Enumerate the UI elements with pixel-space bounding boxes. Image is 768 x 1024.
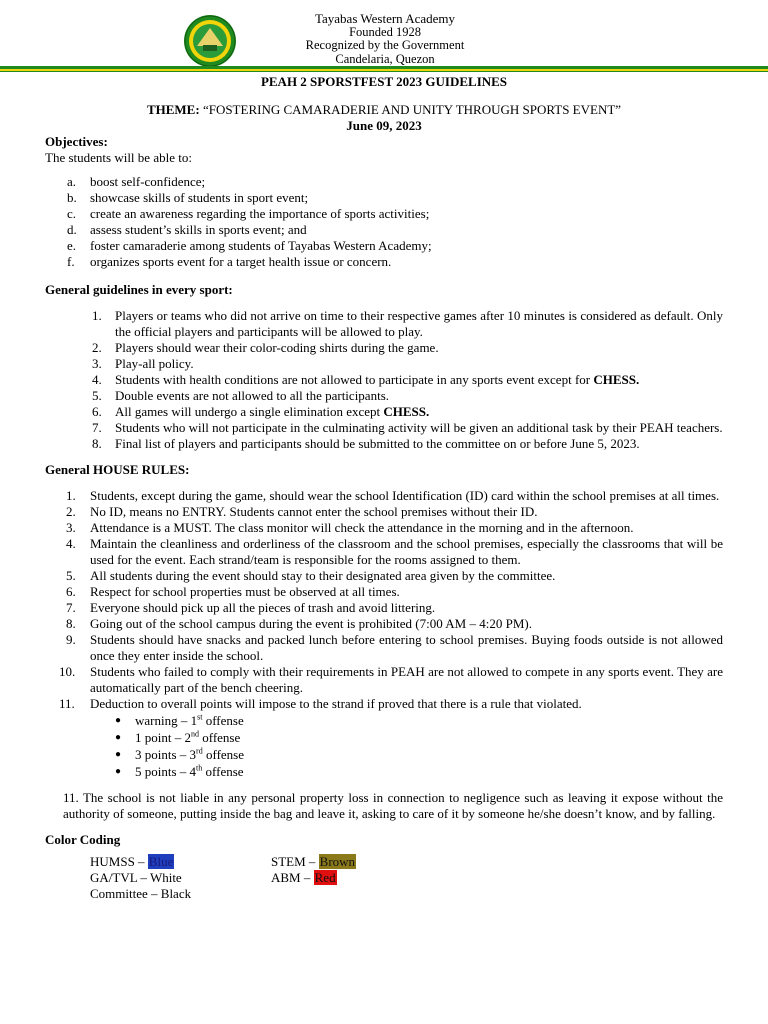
deduction-points: 3 points – 3 [135,747,197,762]
objective-item [45,174,723,190]
list-item-text: boost self-confidence; [90,174,206,189]
list-item-text: Players should wear their color-coding shirts during the game. [115,340,439,355]
list-item-text: Students who will not participate in the culminating activity will be given an additional task by their PEAH teachers. [115,420,723,435]
list-marker: 8. [66,616,76,631]
recognition-line: Recognized by the Government [305,38,465,52]
guideline-item [45,340,723,356]
document-title: PEAH 2 SPORSTFEST 2023 GUIDELINES [260,74,508,89]
list-marker: 4. [66,536,76,551]
house-rule-item [45,616,723,632]
house-rule-item [45,664,723,696]
color-coding-heading: Color Coding [45,832,121,847]
deduction-points: warning – 1 [135,713,198,728]
location-line: Candelaria, Quezon [335,51,435,66]
humss-color-chip: Blue [148,854,174,869]
objective-item [45,238,723,254]
deduction-offense: offense [202,713,244,728]
guideline-item [45,388,723,404]
objective-item [45,190,723,206]
objective-item [45,254,723,270]
list-marker: 2. [92,340,102,355]
list-marker: d. [67,222,77,237]
list-item-text: Deduction to overall points will impose to the strand if proved that there is a rule that violated. [90,696,582,711]
house-rules-heading: General HOUSE RULES: [45,462,190,477]
guideline-item [45,404,723,420]
list-marker: 1. [92,308,102,323]
list-marker: 1. [66,488,76,503]
color-committee: Committee – Black [90,886,192,901]
objectives-list [45,174,723,270]
house-rules-list [45,488,723,712]
theme-text: “FOSTERING CAMARADERIE AND UNITY THROUGH SPORTS EVENT” [202,102,622,117]
house-rule-item [45,488,723,504]
list-item-text: No ID, means no ENTRY. Students cannot enter the school premises without their ID. [90,504,538,519]
list-marker: b. [67,190,77,205]
list-item-text: Double events are not allowed to all the participants. [115,388,389,403]
guideline-item [45,372,723,388]
list-item-text: create an awareness regarding the importance of sports activities; [90,206,430,221]
color-abm [271,870,337,886]
theme-label: THEME: [146,102,200,117]
list-marker: c. [67,206,77,221]
deduction-points: 1 point – 2 [135,730,191,745]
list-item-text: Students should have snacks and packed lunch before entering to school premises. Buying foods outside is not allowed once they enter inside the school. [90,632,723,663]
list-item-text: Attendance is a MUST. The class monitor will check the attendance in the morning and in the afternoon. [90,520,634,535]
objectives-heading: Objectives: [45,134,108,149]
deduction-item [45,729,723,746]
deduction-offense: offense [198,730,241,745]
school-name: Tayabas Western Academy [314,11,456,26]
stem-label: STEM – [271,854,319,869]
guideline-item [45,356,723,372]
deduction-item [45,763,723,780]
list-item-text: Respect for school properties must be observed at all times. [90,584,400,599]
list-marker: 2. [66,504,76,519]
list-marker: 6. [66,584,76,599]
list-item-text: Going out of the school campus during the event is prohibited (7:00 AM – 4:20 PM). [90,616,532,631]
ordinal-suffix: rd [196,746,203,756]
list-marker: 7. [92,420,102,435]
deduction-list [45,712,723,780]
house-rule-item [45,696,723,712]
objective-item [45,206,723,222]
general-guidelines-list [45,308,723,452]
list-marker: 7. [66,600,76,615]
list-marker: 3. [92,356,102,371]
header-rule-green-bottom [0,71,768,72]
house-rule-item [45,584,723,600]
list-item-text: Players or teams who did not arrive on time to their respective games after 10 minutes is considered as default. Only the official players and participants will be allowed to play. [115,308,723,339]
color-gatvl: GA/TVL – White [90,870,182,885]
house-rule-item [45,568,723,584]
list-item-text: Everyone should pick up all the pieces of trash and avoid littering. [90,600,436,615]
founded-line: Founded 1928 [349,24,421,39]
list-item-text: Students with health conditions are not allowed to participate in any sports event except for [115,372,594,387]
deduction-offense: offense [202,764,244,779]
list-item-text: assess student’s skills in sports event; and [90,222,307,237]
list-marker: 9. [66,632,76,647]
stem-color-chip: Brown [319,854,356,869]
objective-item [45,222,723,238]
ordinal-suffix: st [197,712,203,722]
list-marker: 3. [66,520,76,535]
list-item-text: Maintain the cleanliness and orderliness of the classroom and the school premises, especially the classrooms that will be used for the event. Each strand/team is responsible for the rooms assigned to them. [90,536,723,567]
abm-color-chip: Red [314,870,336,885]
color-stem [271,854,356,870]
color-coding-table [45,854,723,906]
theme-line [45,102,723,118]
house-rule-item [45,600,723,616]
color-humss [90,854,174,870]
liability-paragraph: 11. The school is not liable in any personal property loss in connection to negligence such as leaving it expose without the authority of someone, putting inside the bag and leave it, asking to care of it by someone he/she doesn’t know, and by falling. [63,790,723,821]
document-body [45,74,723,906]
school-seal-icon [183,14,237,68]
deduction-item [45,746,723,763]
guideline-item [45,436,723,452]
bullet-icon: ● [115,766,122,777]
list-marker: e. [67,238,77,253]
list-item-text: Final list of players and participants should be submitted to the committee on or before June 5, 2023. [115,436,640,451]
guideline-item [45,308,723,340]
list-item-text: foster camaraderie among students of Tayabas Western Academy; [90,238,432,253]
list-marker: 8. [92,436,102,451]
list-item-text: Play-all policy. [115,356,194,371]
ordinal-suffix: th [196,763,203,773]
list-item-emphasis: CHESS. [383,404,430,419]
abm-label: ABM – [271,870,314,885]
humss-label: HUMSS – [90,854,148,869]
list-marker: 11. [59,696,75,711]
general-guidelines-heading: General guidelines in every sport: [45,282,233,297]
house-rule-item [45,504,723,520]
bullet-icon: ● [115,749,122,760]
list-item-text: All students during the event should stay to their designated area given by the committee. [90,568,556,583]
list-marker: 5. [92,388,102,403]
house-rule-item [45,536,723,568]
objectives-intro: The students will be able to: [45,150,192,165]
bullet-icon: ● [115,732,122,743]
list-item-text: All games will undergo a single elimination except [115,404,384,419]
ordinal-suffix: nd [190,729,199,739]
house-rule-item [45,632,723,664]
list-item-text: Students who failed to comply with their requirements in PEAH are not allowed to compete in any sports event. They are automatically part of the bench cheering. [90,664,723,695]
list-item-text: showcase skills of students in sport event; [90,190,309,205]
deduction-offense: offense [202,747,244,762]
deduction-points: 5 points – 4 [135,764,197,779]
list-marker: f. [67,254,75,269]
list-item-emphasis: CHESS. [593,372,640,387]
list-marker: 5. [66,568,76,583]
house-rule-item [45,520,723,536]
list-item-text: Students, except during the game, should wear the school Identification (ID) card within the school premises at all times. [90,488,720,503]
list-marker: 4. [92,372,102,387]
list-item-text: organizes sports event for a target health issue or concern. [90,254,392,269]
letterhead [0,10,768,66]
list-marker: 10. [59,664,76,679]
guideline-item [45,420,723,436]
list-marker: 6. [92,404,102,419]
deduction-item [45,712,723,729]
bullet-icon: ● [115,715,122,726]
list-marker: a. [67,174,77,189]
document-date: June 09, 2023 [346,118,422,133]
